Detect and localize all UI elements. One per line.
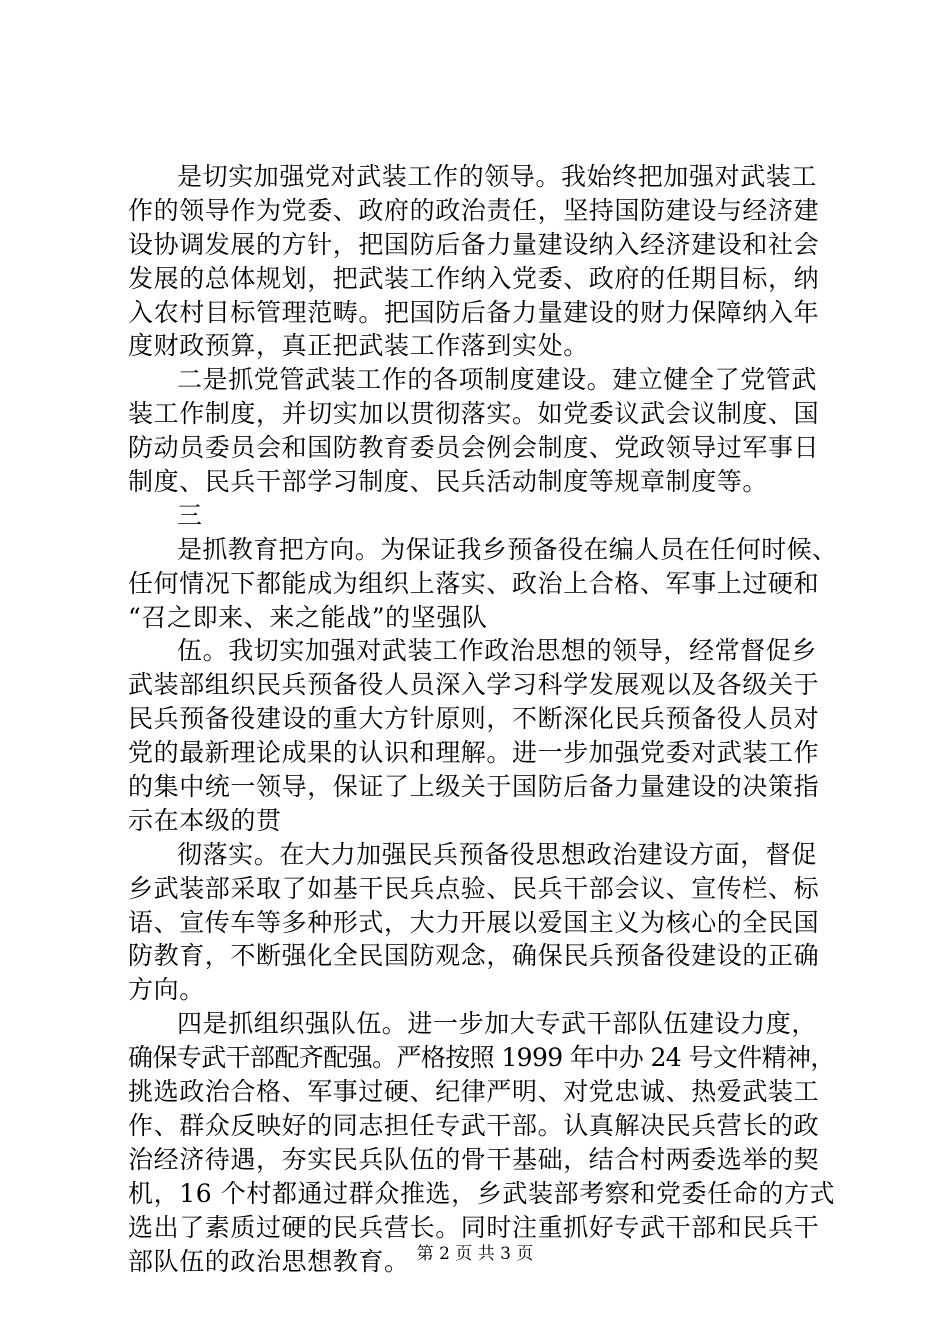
text-line: 入农村目标管理范畴。把国防后备力量建设的财力保障纳入年 <box>128 297 820 327</box>
text-line: 作、群众反映好的同志担任专武干部。认真解决民兵营长的政 <box>128 1110 820 1140</box>
text-line: 的集中统一领导，保证了上级关于国防后备力量建设的决策指 <box>128 772 820 802</box>
text-line: “召之即来、来之能战”的坚强队 <box>128 602 488 632</box>
body-text <box>128 160 838 1278</box>
text-line: 度财政预算，真正把武装工作落到实处。 <box>128 331 589 361</box>
text-line: 作的领导作为党委、政府的政治责任，坚持国防建设与经济建 <box>128 195 820 225</box>
text-line: 伍。我切实加强对武装工作政治思想的领导，经常督促乡 <box>177 636 818 666</box>
text-line: 发展的总体规划，把武装工作纳入党委、政府的任期目标，纳 <box>128 263 820 293</box>
text-line: 机，16 个村都通过群众推选，乡武装部考察和党委任命的方式 <box>128 1178 836 1208</box>
text-line: 彻落实。在大力加强民兵预备役思想政治建设方面，督促 <box>177 839 818 869</box>
text-line: 二是抓党管武装工作的各项制度建设。建立健全了党管武 <box>177 365 818 395</box>
text-line: 任何情况下都能成为组织上落实、政治上合格、军事上过硬和 <box>128 568 820 598</box>
text-line: 示在本级的贯 <box>128 805 282 835</box>
text-line: 四是抓组织强队伍。进一步加大专武干部队伍建设力度， <box>177 1009 818 1039</box>
text-line: 方向。 <box>128 975 205 1005</box>
text-line: 挑选政治合格、军事过硬、纪律严明、对党忠诚、热爱武装工 <box>128 1077 820 1107</box>
text-line: 武装部组织民兵预备役人员深入学习科学发展观以及各级关于 <box>128 670 820 700</box>
text-line: 选出了素质过硬的民兵营长。同时注重抓好专武干部和民兵干 <box>128 1212 820 1242</box>
text-line: 部队伍的政治思想教育。 <box>128 1246 410 1276</box>
page-footer: 第 2 页 共 3 页 <box>416 1244 534 1264</box>
text-line: 防动员委员会和国防教育委员会例会制度、党政领导过军事日 <box>128 433 820 463</box>
text-line: 设协调发展的方针，把国防后备力量建设纳入经济建设和社会 <box>128 229 820 259</box>
text-line: 是切实加强党对武装工作的领导。我始终把加强对武装工 <box>177 162 818 191</box>
text-line: 制度、民兵干部学习制度、民兵活动制度等规章制度等。 <box>128 467 769 497</box>
text-line: 是抓教育把方向。为保证我乡预备役在编人员在任何时候、 <box>177 534 838 564</box>
text-line: 治经济待遇，夯实民兵队伍的骨干基础，结合村两委选举的契 <box>128 1144 820 1174</box>
text-line: 乡武装部采取了如基干民兵点验、民兵干部会议、宣传栏、标 <box>128 873 820 903</box>
text-line: 三 <box>177 500 203 530</box>
text-line: 确保专武干部配齐配强。严格按照 1999 年中办 24 号文件精神， <box>128 1043 835 1073</box>
text-line: 民兵预备役建设的重大方针原则，不断深化民兵预备役人员对 <box>128 704 820 734</box>
text-line: 防教育，不断强化全民国防观念，确保民兵预备役建设的正确 <box>128 941 820 971</box>
text-line: 装工作制度，并切实加以贯彻落实。如党委议武会议制度、国 <box>128 399 820 429</box>
text-line: 语、宣传车等多种形式，大力开展以爱国主义为核心的全民国 <box>128 907 820 937</box>
text-line: 党的最新理论成果的认识和理解。进一步加强党委对武装工作 <box>128 738 820 768</box>
